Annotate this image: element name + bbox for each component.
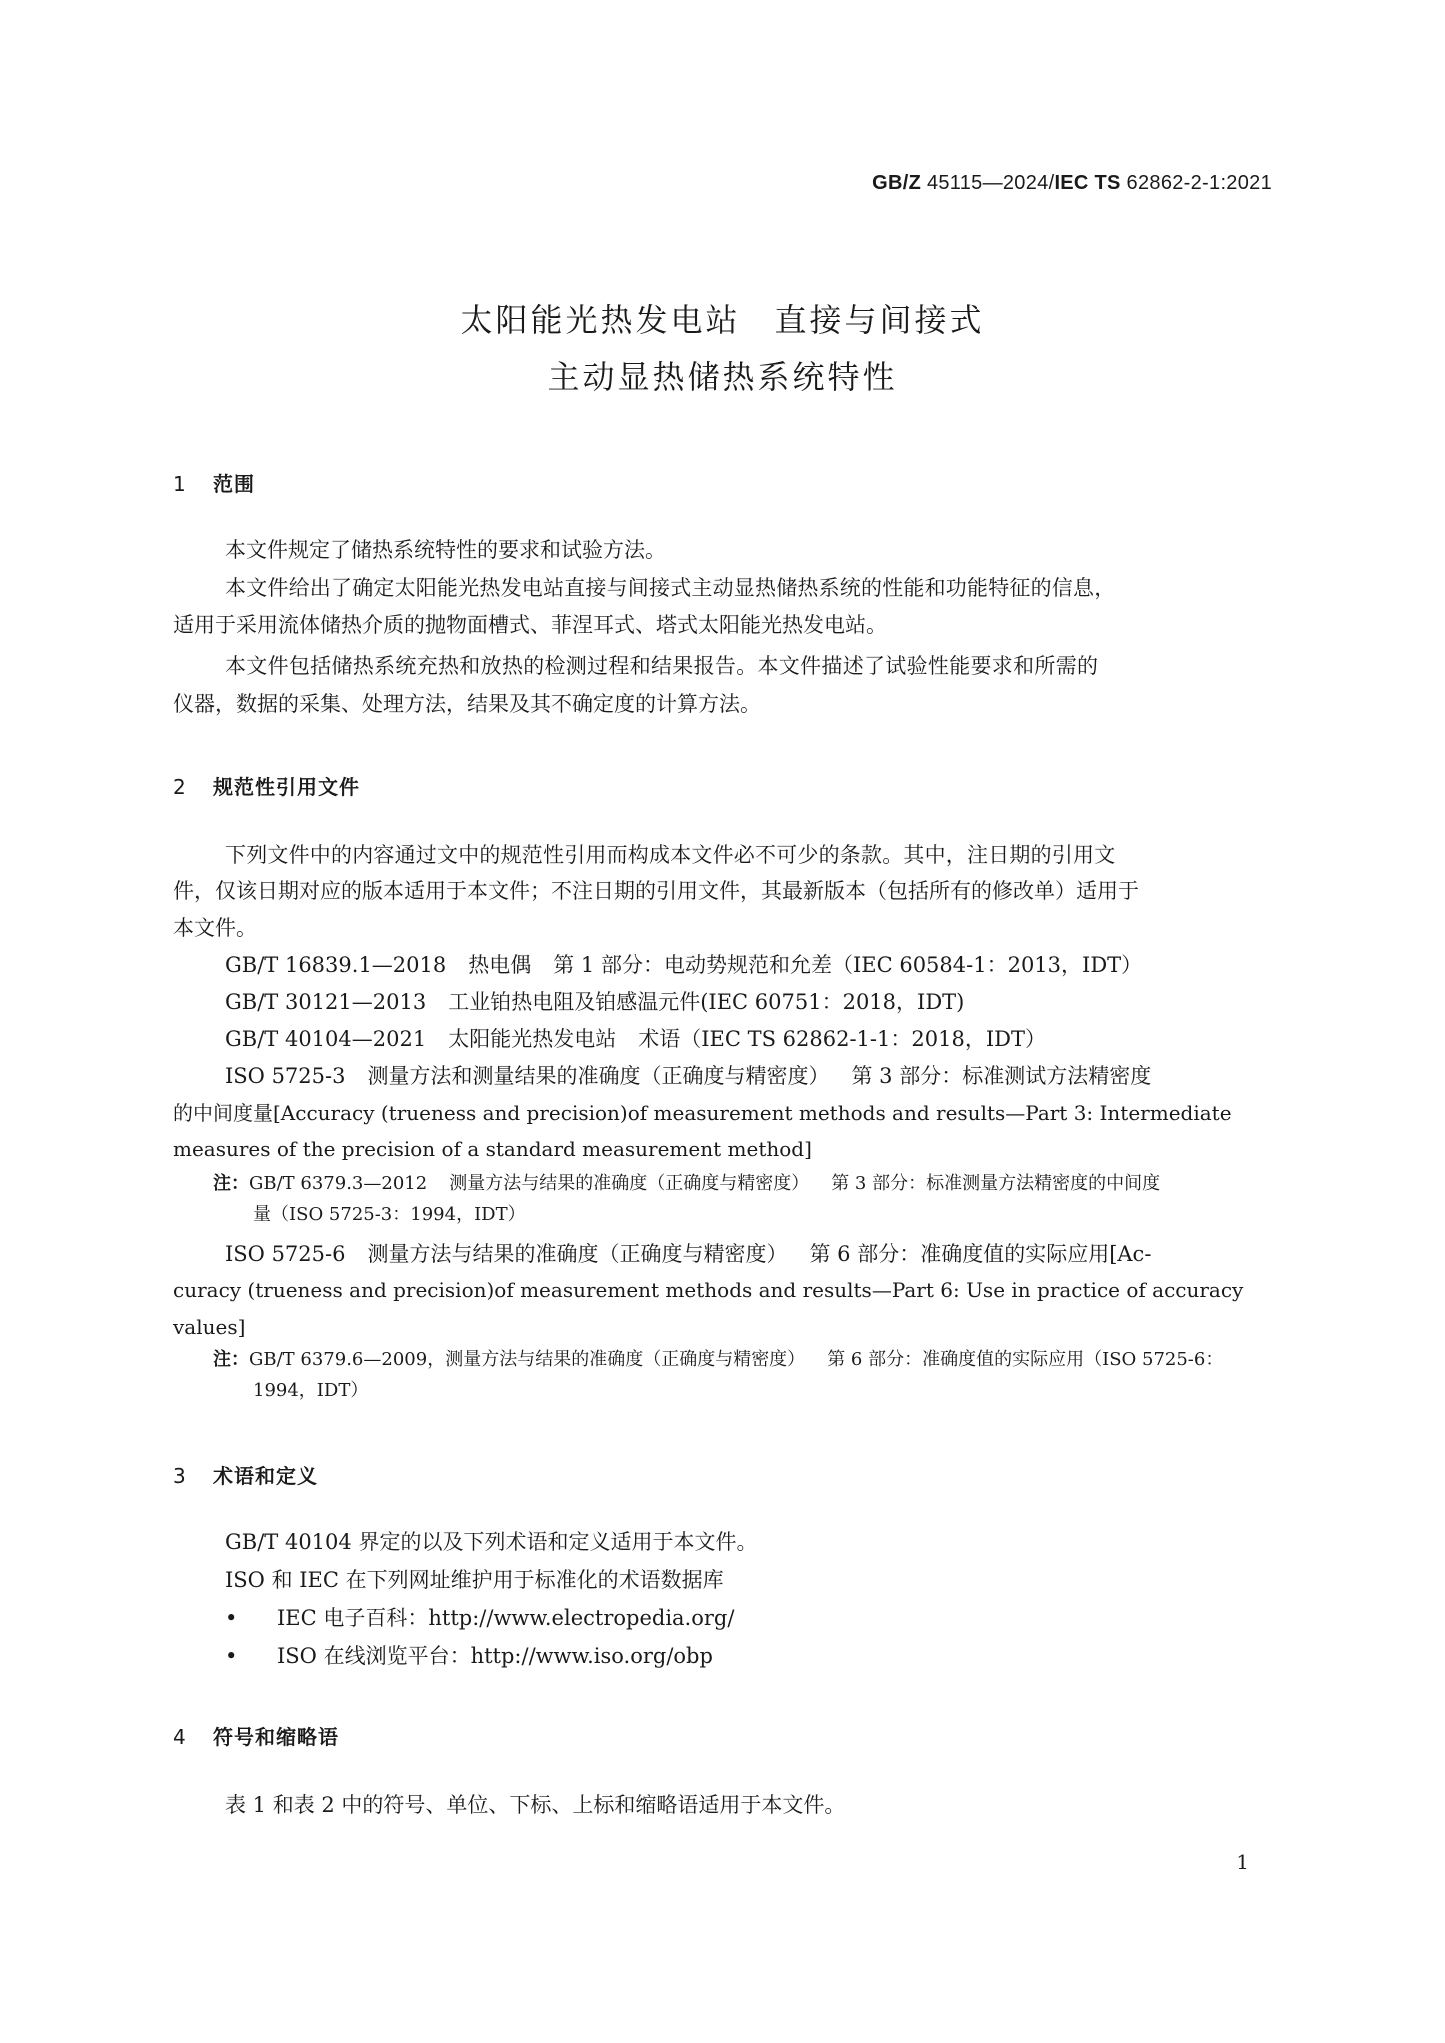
reference-iso-5725-3-line1 [225,1058,1151,1094]
section-heading-symbols [173,1721,339,1750]
terms-paragraph-1: GB/T 40104 界定的以及下列术语和定义适用于本文件。 [225,1530,758,1554]
code-prefix: GB/Z [872,172,922,194]
note-gbt-6379-6-line2: 1994，IDT） [253,1380,369,1401]
reference-iso-5725-3-line2: 的中间度量[Accuracy (trueness and precision)of measurement methods and results—Part 3: Intermediate [173,1101,1232,1125]
bullet-icon: • [225,1644,238,1668]
reference-code: ISO 5725-6 [225,1242,346,1266]
note-gbt-6379-3-line2: 量（ISO 5725-3：1994，IDT） [253,1204,526,1225]
normative-intro-line1: 下列文件中的内容通过文中的规范性引用而构成本文件必不可少的条款。其中，注日期的引用文 [225,843,1116,867]
reference-code: ISO 5725-3 [225,1064,346,1088]
note-label: 注： [213,1173,249,1194]
bullet-text: ISO 在线浏览平台：http://www.iso.org/obp [277,1644,713,1668]
note-label: 注： [213,1349,249,1370]
bullet-icon: • [225,1606,238,1630]
reference-iso-5725-6-line2: curacy (trueness and precision)of measurement methods and results—Part 6: Use in practice of accuracy [173,1278,1244,1302]
scope-paragraph-3-line1: 本文件包括储热系统充热和放热的检测过程和结果报告。本文件描述了试验性能要求和所需的 [225,654,1099,678]
scope-paragraph-3-line2: 仪器，数据的采集、处理方法，结果及其不确定度的计算方法。 [173,692,761,716]
normative-intro-line3: 本文件。 [173,916,257,940]
scope-paragraph-2-line1: 本文件给出了确定太阳能光热发电站直接与间接式主动显热储热系统的性能和功能特征的信息， [225,576,1116,600]
reference-gbt-40104 [225,1021,1046,1057]
reference-iso-5725-6-line1 [225,1236,1151,1272]
reference-title-b: 第 3 部分：标准测试方法精密度 [851,1064,1152,1088]
note-text-a: GB/T 6379.6—2009，测量方法与结果的准确度（正确度与精密度） [249,1349,806,1370]
normative-intro-line2: 件，仅该日期对应的版本适用于本文件；不注日期的引用文件，其最新版本（包括所有的修改单）适用于 [173,879,1139,903]
reference-title-a: 热电偶 [468,953,532,977]
section-heading-terms [173,1460,318,1489]
reference-code: GB/T 30121—2013 [225,990,427,1014]
section-number: 1 [173,472,187,496]
reference-iso-5725-3-line3: measures of the precision of a standard measurement method] [173,1137,812,1161]
note-text-b: 第 6 部分：准确度值的实际应用（ISO 5725-6： [827,1349,1224,1370]
scope-paragraph-2-line2: 适用于采用流体储热介质的抛物面槽式、菲涅耳式、塔式太阳能光热发电站。 [173,613,887,637]
reference-title: 工业铂热电阻及铂感温元件(IEC 60751：2018，IDT) [448,990,965,1014]
scope-paragraph-1: 本文件规定了储热系统特性的要求和试验方法。 [225,538,666,562]
terms-paragraph-2: ISO 和 IEC 在下列网址维护用于标准化的术语数据库 [225,1568,724,1592]
note-text-b: 第 3 部分：标准测量方法精密度的中间度 [831,1173,1161,1194]
reference-code: GB/T 16839.1—2018 [225,953,447,977]
reference-title-a: 测量方法与结果的准确度（正确度与精密度） [367,1242,788,1266]
code-iec-number: 62862-2-1:2021 [1120,172,1272,194]
section-number: 3 [173,1464,187,1488]
note-code: GB/T 6379.3—2012 [249,1173,428,1194]
symbols-paragraph-1: 表 1 和表 2 中的符号、单位、下标、上标和缩略语适用于本文件。 [225,1793,846,1817]
bullet-text: IEC 电子百科：http://www.electropedia.org/ [277,1606,735,1630]
title-part-a: 太阳能光热发电站 [460,301,741,339]
section-number: 4 [173,1725,187,1749]
reference-title-a: 测量方法和测量结果的准确度（正确度与精密度） [367,1064,830,1088]
reference-code: GB/T 40104—2021 [225,1027,427,1051]
document-title-line2: 主动显热储热系统特性 [547,358,898,396]
terms-bullet-electropedia [225,1600,734,1636]
section-title: 范围 [213,472,255,496]
section-number: 2 [173,775,187,799]
section-heading-normative-references [173,771,360,800]
standard-code [872,172,1272,195]
section-heading-scope [173,468,255,497]
section-title: 规范性引用文件 [213,775,360,799]
reference-title-a: 太阳能光热发电站 [448,1027,617,1051]
reference-gbt-30121 [225,984,964,1020]
terms-bullet-iso-obp [225,1638,713,1674]
reference-title-b: 第 1 部分：电动势规范和允差（IEC 60584-1：2013，IDT） [553,953,1143,977]
code-number: 45115—2024/ [921,172,1055,194]
section-title: 术语和定义 [213,1464,318,1488]
title-part-b: 直接与间接式 [774,301,985,339]
page-number: 1 [1236,1850,1249,1874]
reference-gbt-16839 [225,947,1142,983]
code-iec: IEC TS [1054,172,1121,194]
section-title: 符号和缩略语 [213,1725,339,1749]
note-text-a: 测量方法与结果的准确度（正确度与精密度） [449,1173,810,1194]
document-title-line1 [0,295,1445,341]
reference-title-b: 术语（IEC TS 62862-1-1：2018，IDT） [638,1027,1046,1051]
reference-iso-5725-6-line3: values] [173,1315,246,1339]
reference-title-b: 第 6 部分：准确度值的实际应用[Ac- [809,1242,1152,1266]
note-gbt-6379-3-line1 [213,1169,1160,1199]
note-gbt-6379-6-line1 [213,1345,1223,1375]
